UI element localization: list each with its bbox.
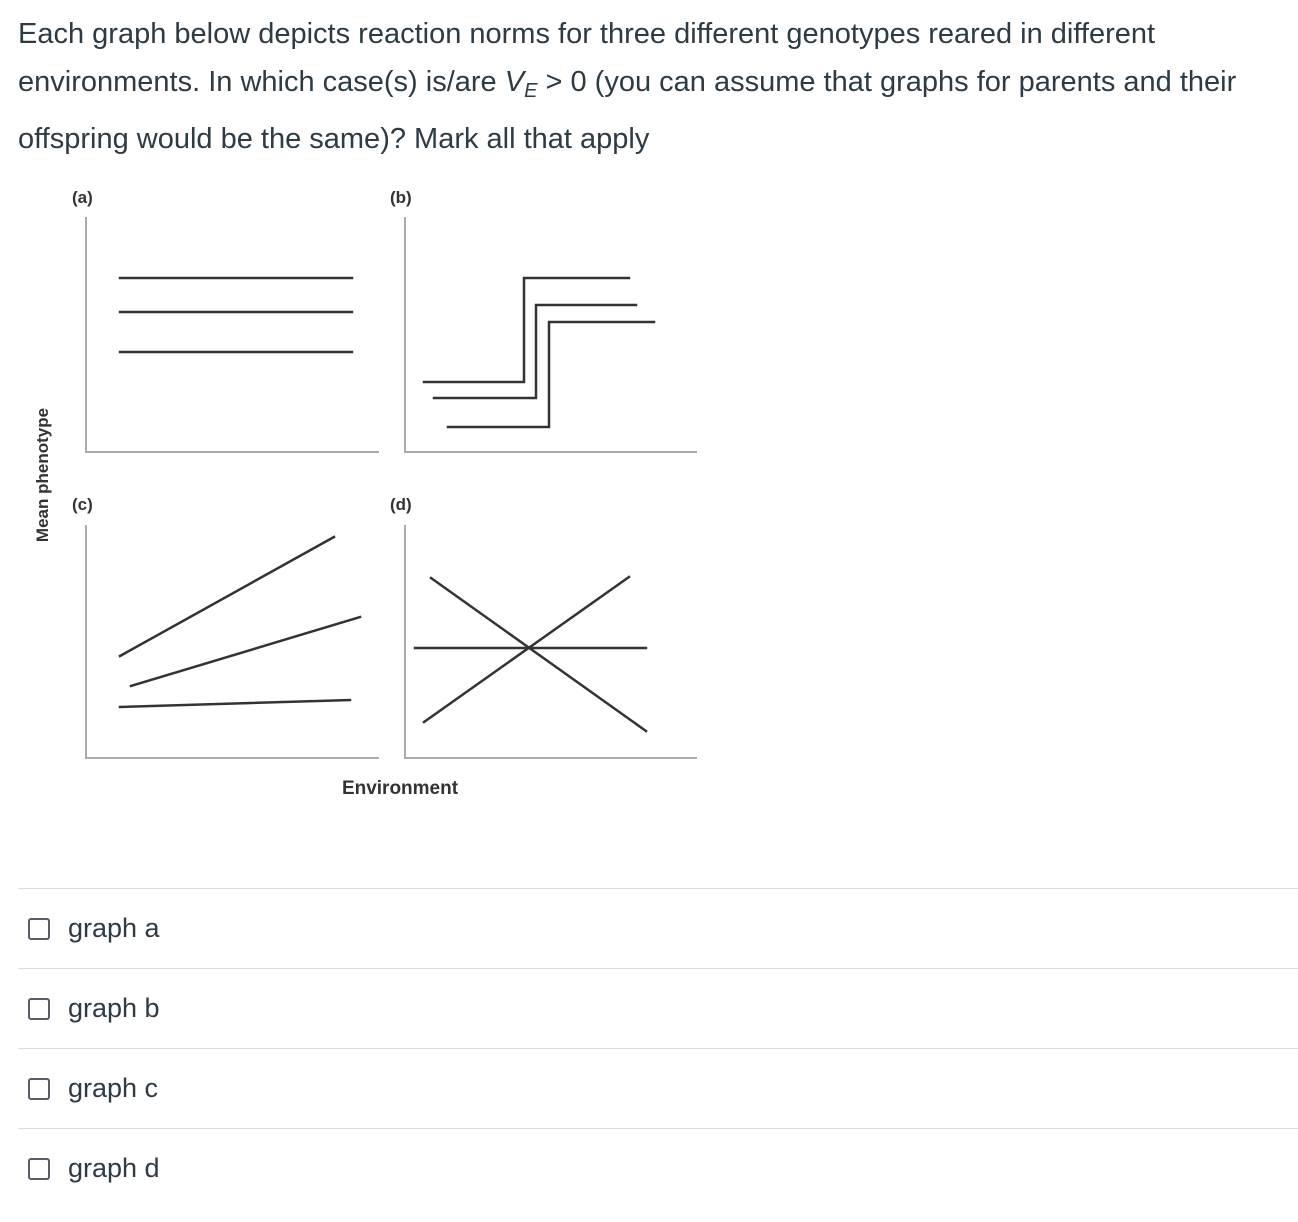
checkbox-a[interactable] [28,918,50,940]
panel-label-b: (b) [390,188,412,207]
panel-c-genotype-3 [120,700,350,707]
answer-label-c: graph c [68,1073,159,1103]
ve-symbol: $V_E$ [504,66,538,102]
x-axis-label: Environment [341,778,459,799]
reaction-norms-svg [0,170,720,820]
panel-d-genotype-1 [424,577,629,722]
panel-label-a: (a) [72,188,93,207]
panel-a [86,218,378,452]
panel-label-d: (d) [390,495,412,514]
panel-b-genotype-1 [424,278,629,382]
answer-label-b: graph b [68,993,160,1023]
panel-d-axes [405,526,696,758]
panel-b-genotype-3 [448,322,654,427]
panel-b-axes [405,218,696,452]
panel-d [405,526,696,758]
checkbox-b[interactable] [28,998,50,1020]
question-part-2: > 0 (you can assume that graphs for parents and their offspring would be the same)? Mark all that apply [18,66,1237,155]
checkbox-c[interactable] [28,1078,50,1100]
answer-option-d[interactable] [18,1128,1298,1208]
panel-a-axes [86,218,378,452]
panel-c-genotype-1 [120,537,334,656]
panel-b [405,218,696,452]
reaction-norms-figure [0,170,720,820]
answer-label-d: graph d [68,1153,160,1183]
answer-option-b[interactable] [18,968,1298,1048]
checkbox-d[interactable] [28,1158,50,1180]
answer-label-a: graph a [68,913,160,943]
y-axis-label: Mean phenotype [33,407,52,543]
panel-c-axes [86,526,378,758]
answer-option-c[interactable] [18,1048,1298,1128]
panel-b-genotype-2 [434,305,636,398]
question-part-1: Each graph below depicts reaction norms for three different genotypes reared in different environments. In which case(s) is/are [18,18,1156,98]
panel-c [86,526,378,758]
question-text [18,10,1288,163]
panel-label-c: (c) [72,495,93,514]
answer-option-a[interactable] [18,888,1298,968]
answer-list [18,888,1298,1208]
panel-d-genotype-3 [431,578,646,731]
panel-c-genotype-2 [131,617,360,686]
